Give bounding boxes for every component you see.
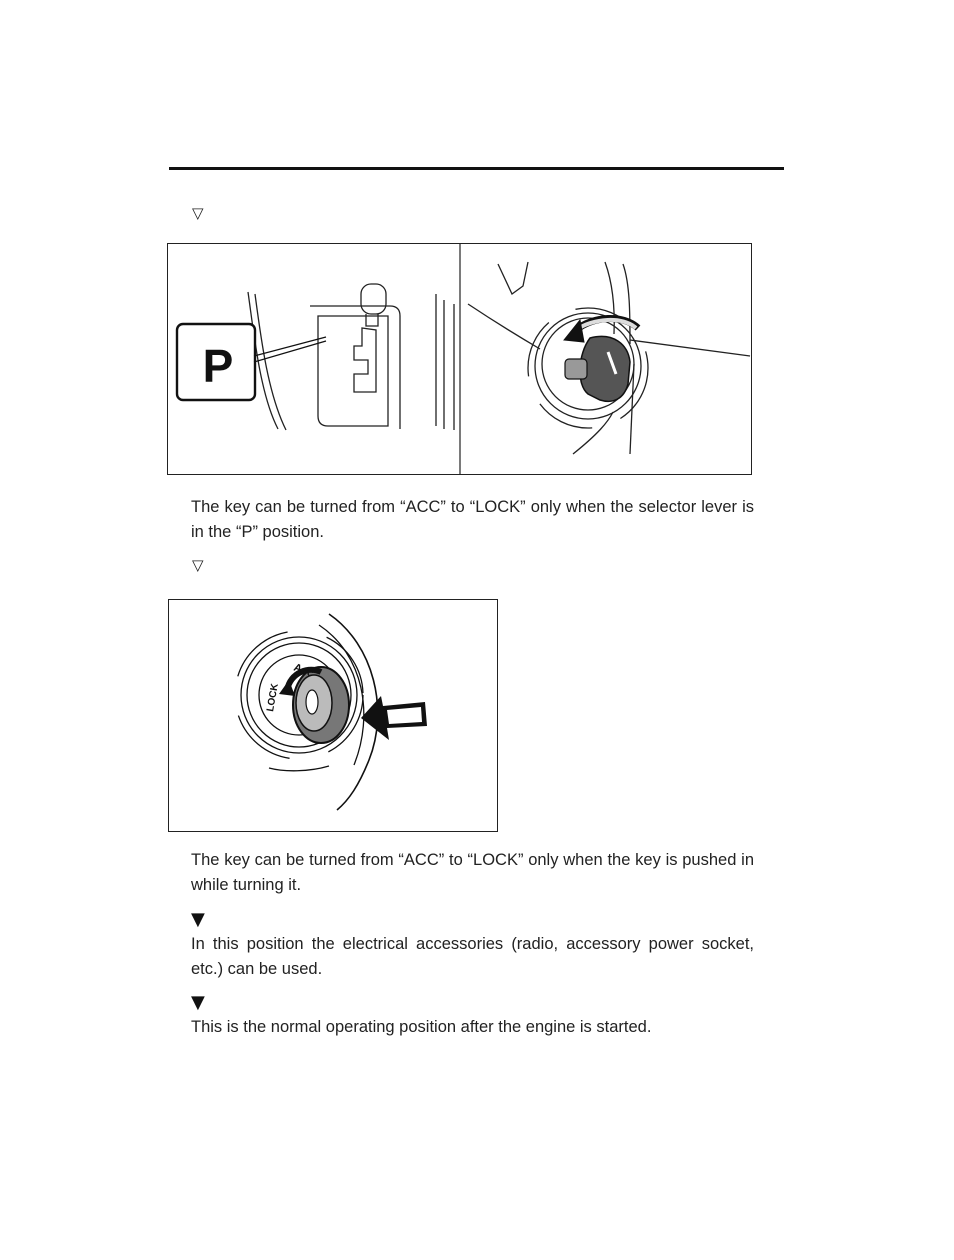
- paragraph-on-position: This is the normal operating position after the engine is started.: [191, 1018, 652, 1036]
- paragraph-push-key: The key can be turned from “ACC” to “LOCK” only when the key is pushed in while turning it.: [191, 851, 754, 894]
- p-letter: P: [202, 340, 234, 392]
- solid-triangle-marker-2: ▼: [191, 992, 205, 1013]
- figure-selector-and-key-drawing: [168, 244, 752, 475]
- figure-push-key: [168, 599, 498, 832]
- open-triangle-marker-1: ▽: [192, 204, 204, 222]
- open-triangle-marker-2: ▽: [192, 556, 204, 574]
- figure-selector-and-key: [167, 243, 752, 475]
- figure-push-key-drawing: [169, 600, 498, 832]
- lock-label: LOCK: [265, 682, 281, 713]
- acc-label: Acc: [291, 661, 316, 680]
- paragraph-acc-position: In this position the electrical accessories (radio, accessory power socket, etc.) can be used.: [191, 935, 754, 978]
- solid-triangle-marker-1: ▼: [191, 909, 205, 930]
- key-blade: [565, 359, 587, 379]
- header-rule: [169, 167, 784, 170]
- selector-lever-drawing: [248, 284, 454, 430]
- paragraph-selector-lever: The key can be turned from “ACC” to “LOCK” only when the selector lever is in the “P” position.: [191, 498, 754, 541]
